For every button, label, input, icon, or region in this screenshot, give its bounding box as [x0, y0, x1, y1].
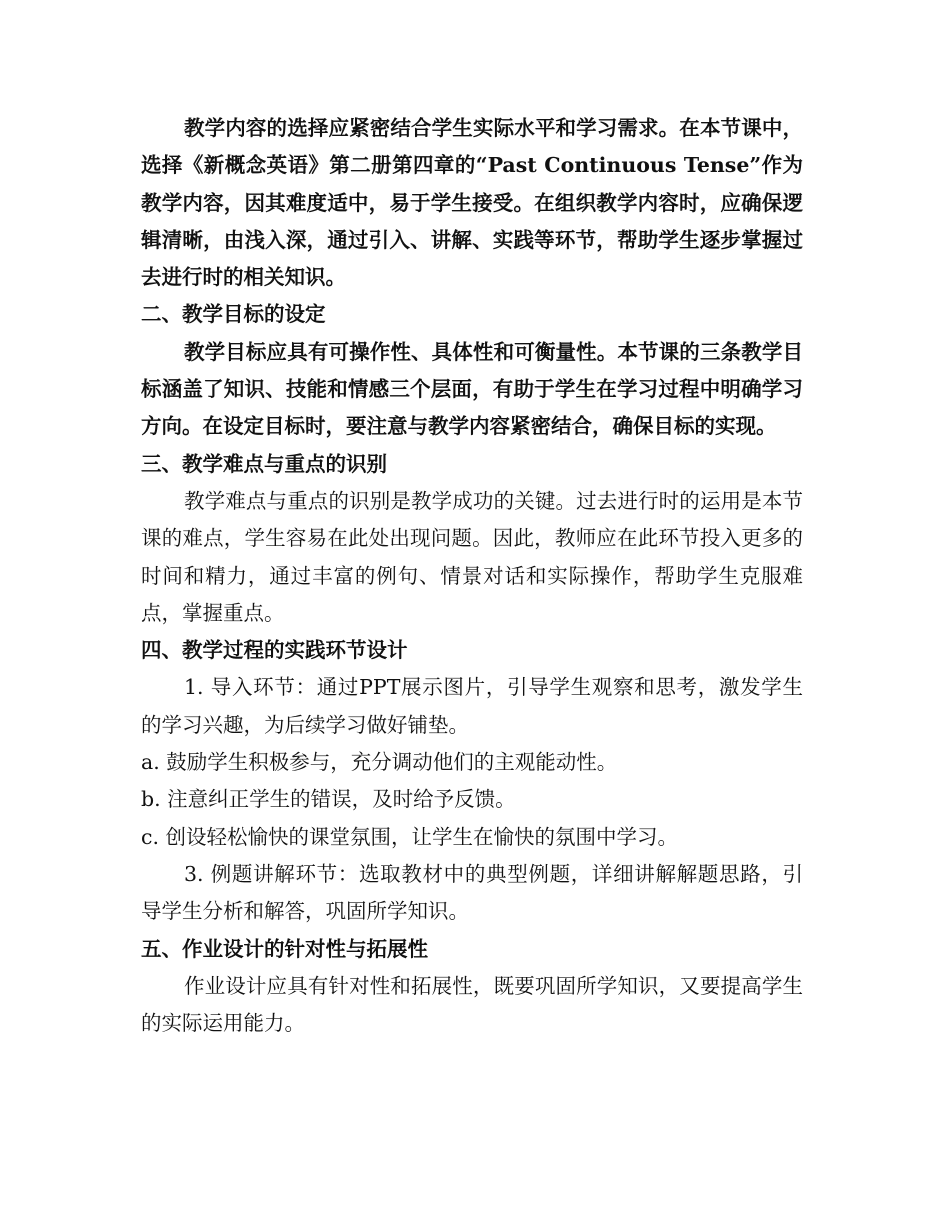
paragraph-teaching-objectives: 教学目标应具有可操作性、具体性和可衡量性。本节课的三条教学目标涵盖了知识、技能和情感三个层面，有助于学生在学习过程中明确学习方向。在设定目标时，要注意与教学内容紧密结合，确保目标的实现。: [141, 339, 803, 439]
list-item-example-step: 3. 例题讲解环节：选取教材中的典型例题，详细讲解解题思路，引导学生分析和解答，巩固所学知识。: [141, 861, 803, 924]
heading-practice-design: 四、教学过程的实践环节设计: [141, 638, 408, 663]
paragraph-homework-design: 作业设计应具有针对性和拓展性，既要巩固所学知识，又要提高学生的实际运用能力。: [141, 973, 803, 1036]
document-page: [141, 110, 803, 1042]
list-item-intro-step: 1. 导入环节：通过PPT展示图片，引导学生观察和思考，激发学生的学习兴趣，为后续学习做好铺垫。: [141, 675, 803, 737]
paragraph-teaching-content: 教学内容的选择应紧密结合学生实际水平和学习需求。在本节课中，选择《新概念英语》第二册第四章的“Past Continuous Tense”作为教学内容，因其难度适中，易于学生接受。在组织教学内容时，应确保逻辑清晰，由浅入深，通过引入、讲解、实践等环节，帮助学生逐步掌握过去进行时的相关知识。: [141, 116, 803, 290]
heading-difficulties-key-points: 三、教学难点与重点的识别: [141, 451, 387, 476]
sub-item-a: a. 鼓励学生积极参与，充分调动他们的主观能动性。: [141, 750, 618, 775]
paragraph-difficulties-key-points: 教学难点与重点的识别是教学成功的关键。过去进行时的运用是本节课的难点，学生容易在此处出现问题。因此，教师应在此环节投入更多的时间和精力，通过丰富的例句、情景对话和实际操作，帮助学生克服难点，掌握重点。: [141, 488, 803, 625]
heading-homework-design: 五、作业设计的针对性与拓展性: [141, 936, 428, 961]
heading-teaching-objectives: 二、教学目标的设定: [141, 302, 326, 327]
sub-item-c: c. 创设轻松愉快的课堂氛围，让学生在愉快的氛围中学习。: [141, 824, 679, 849]
sub-item-b: b. 注意纠正学生的错误，及时给予反馈。: [141, 787, 516, 812]
